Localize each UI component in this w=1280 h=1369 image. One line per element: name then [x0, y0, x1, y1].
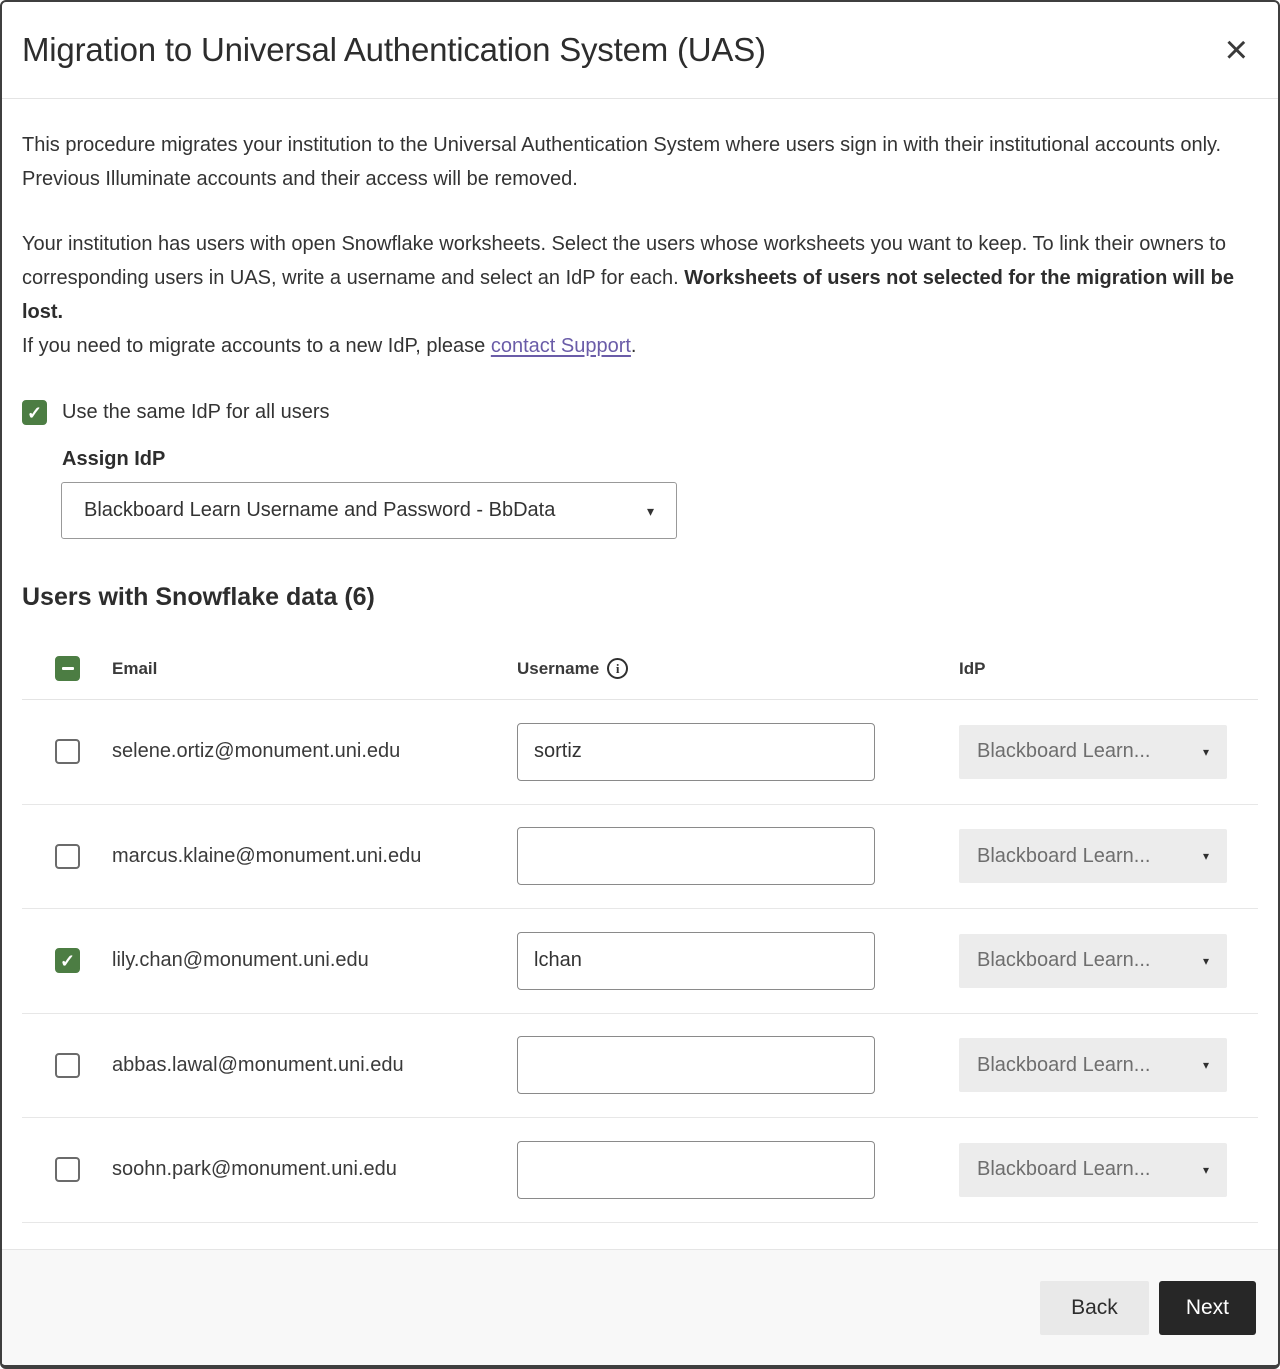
row-idp-select — [959, 1038, 1227, 1092]
user-email: abbas.lawal@monument.uni.edu — [112, 1053, 404, 1076]
intro-paragraph: This procedure migrates your institution to the Universal Authentication System where users sign in with their institutional accounts only. Previous Illuminate accounts and their access will be removed. — [22, 134, 1222, 190]
row-idp-value: Blackboard Learn... — [977, 1158, 1151, 1181]
username-input[interactable] — [517, 1036, 875, 1094]
support-text-prefix: If you need to migrate accounts to a new IdP, please — [22, 335, 491, 357]
chevron-down-icon: ▾ — [1202, 849, 1209, 864]
users-section-heading: Users with Snowflake data (6) — [22, 583, 375, 611]
dialog-title: Migration to Universal Authentication System (UAS) — [22, 31, 766, 68]
next-button[interactable]: Next — [1159, 1281, 1256, 1335]
chevron-down-icon: ▾ — [1202, 953, 1209, 968]
username-input[interactable] — [517, 1141, 875, 1199]
user-email: lily.chan@monument.uni.edu — [112, 949, 369, 972]
column-header-idp: IdP — [959, 658, 986, 678]
user-email: soohn.park@monument.uni.edu — [112, 1158, 397, 1181]
table-row — [22, 805, 1258, 910]
close-button[interactable] — [1221, 30, 1252, 70]
row-idp-select — [959, 829, 1227, 883]
column-header-email: Email — [112, 658, 158, 678]
row-checkbox[interactable] — [55, 1053, 80, 1078]
select-all-checkbox[interactable] — [55, 656, 80, 681]
username-input[interactable] — [517, 827, 875, 885]
row-idp-select — [959, 1143, 1227, 1197]
row-idp-value: Blackboard Learn... — [977, 844, 1151, 867]
back-button[interactable]: Back — [1040, 1281, 1149, 1335]
row-idp-value: Blackboard Learn... — [977, 949, 1151, 972]
same-idp-checkbox[interactable] — [22, 400, 47, 425]
assign-idp-label: Assign IdP — [62, 448, 166, 470]
instructions-text: Your institution has users with open Snowflake worksheets. Select the users whose worksheets you want to keep. To link their owners to corresponding users in UAS, write a username and select an IdP for each. — [22, 233, 1226, 289]
same-idp-label: Use the same IdP for all users — [62, 401, 330, 423]
user-email: selene.ortiz@monument.uni.edu — [112, 740, 401, 763]
dialog-body — [2, 99, 1278, 1249]
close-icon: × — [1224, 28, 1248, 72]
table-header-row — [22, 638, 1258, 700]
dialog-header — [2, 2, 1278, 99]
row-checkbox[interactable] — [55, 739, 80, 764]
column-header-username: Username — [517, 658, 600, 678]
table-row — [22, 1118, 1258, 1223]
table-row — [22, 700, 1258, 805]
support-text-suffix: . — [630, 335, 637, 357]
chevron-down-icon: ▾ — [1202, 744, 1209, 759]
row-idp-select — [959, 725, 1227, 779]
contact-support-link[interactable]: contact Support — [490, 335, 631, 357]
chevron-down-icon: ▾ — [646, 502, 654, 519]
row-checkbox[interactable] — [55, 948, 80, 973]
row-checkbox[interactable] — [55, 844, 80, 869]
info-icon[interactable]: i — [607, 658, 628, 679]
assign-idp-value: Blackboard Learn Username and Password - BbData — [84, 499, 556, 521]
table-row — [22, 1014, 1258, 1119]
username-input[interactable] — [517, 723, 875, 781]
row-idp-value: Blackboard Learn... — [977, 740, 1151, 763]
chevron-down-icon: ▾ — [1202, 1162, 1209, 1177]
assign-idp-select[interactable] — [61, 482, 677, 539]
table-row — [22, 909, 1258, 1014]
dialog-footer — [2, 1249, 1278, 1365]
chevron-down-icon: ▾ — [1202, 1058, 1209, 1073]
row-checkbox[interactable] — [55, 1157, 80, 1182]
username-input[interactable] — [517, 932, 875, 990]
row-idp-select — [959, 934, 1227, 988]
user-email: marcus.klaine@monument.uni.edu — [112, 844, 422, 867]
row-idp-value: Blackboard Learn... — [977, 1053, 1151, 1076]
instructions-paragraph — [22, 227, 1258, 363]
warning-text: Worksheets of users not selected for the migration will be lost. — [22, 267, 1234, 323]
same-idp-row — [22, 400, 1258, 425]
